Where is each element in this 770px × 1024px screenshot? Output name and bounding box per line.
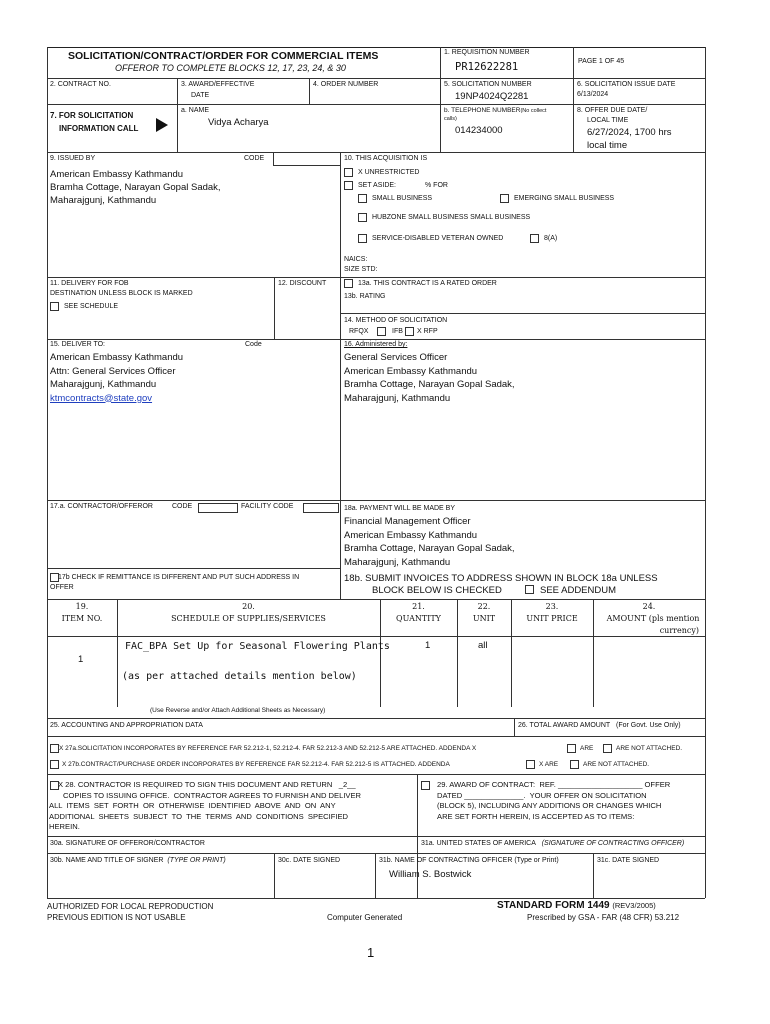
- header-schedule: 20. SCHEDULE OF SUPPLIES/SERVICES: [171, 602, 326, 623]
- see-schedule-checkbox[interactable]: [50, 302, 59, 311]
- footer-standard-form: STANDARD FORM 1449 (REV3/2005): [497, 900, 656, 911]
- arrow-right-icon: [156, 118, 168, 132]
- issue-date-label: 6. SOLICITATION ISSUE DATE: [577, 81, 676, 88]
- emerging-business-checkbox[interactable]: [500, 194, 509, 203]
- header-item-no: 19. ITEM NO.: [61, 602, 103, 623]
- block-29-text: 29. AWARD OF CONTRACT: REF. ____________________ OFFER DATED ______________. YOUR OFFER ON SOLICITATION (BLOCK 5), INCLUDING ANY ADDITIONS OR CHANGES WHICH ARE SET FORTH HEREIN, IS ACCEPTED AS TO ITEMS:: [437, 780, 671, 821]
- due-date-label: 8. OFFER DUE DATE/: [577, 107, 648, 114]
- far-27a-are-not-checkbox[interactable]: [603, 744, 612, 753]
- accounting-label: 25. ACCOUNTING AND APPROPRIATION DATA: [50, 722, 203, 729]
- service-disabled-label: SERVICE-DISABLED VETERAN OWNED: [372, 235, 504, 242]
- item-quantity: 1: [425, 640, 431, 651]
- header-quantity: 21. QUANTITY: [396, 602, 441, 623]
- size-std-label: SIZE STD:: [344, 266, 378, 273]
- far-27a-label: X 27a.SOLICITATION INCORPORATES BY REFERENCE FAR 52.212-1, 52.212-4. FAR 52.212-3 AND 52.212-5 ARE ATTACHED. ADDENDA X: [59, 745, 477, 752]
- deliver-to-address: American Embassy Kathmandu Attn: General Services Officer Maharajgunj, Kathmandu ktmcontracts@state.gov: [50, 352, 184, 404]
- set-aside-label: SET ASIDE:: [358, 182, 396, 189]
- method-label: 14. METHOD OF SOLICITATION: [344, 317, 448, 324]
- deliver-to-label: 15. DELIVER TO:: [50, 341, 105, 348]
- see-addendum-checkbox[interactable]: [525, 585, 534, 594]
- discount-label: 12. DISCOUNT: [278, 280, 327, 287]
- far-27b-are-label: X ARE: [539, 761, 559, 768]
- small-business-label: SMALL BUSINESS: [372, 195, 433, 202]
- issued-by-address: American Embassy Kathmandu Bramha Cottage, Narayan Gopal Sadak, Maharajgunj, Kathmandu: [50, 169, 221, 206]
- due-date-value-2: local time: [587, 140, 628, 151]
- rating-label: 13b. RATING: [344, 293, 386, 300]
- percent-for-label: % FOR: [425, 182, 448, 189]
- rfp-label: X RFP: [417, 328, 438, 335]
- info-call-label: 7. FOR SOLICITATION: [50, 111, 134, 120]
- contact-name-value: Vidya Acharya: [208, 117, 269, 128]
- contractor-code-field[interactable]: [198, 503, 238, 513]
- footer-authorized: AUTHORIZED FOR LOCAL REPRODUCTION: [47, 902, 214, 911]
- phone-value: 014234000: [455, 125, 503, 136]
- far-27a-are-label: ARE: [580, 745, 594, 752]
- hubzone-checkbox[interactable]: [358, 213, 367, 222]
- contact-name-label: a. NAME: [181, 107, 210, 114]
- service-disabled-checkbox[interactable]: [358, 234, 367, 243]
- header-unit-price: 23. UNIT PRICE: [526, 602, 578, 623]
- date-signed-31c-label: 31c. DATE SIGNED: [597, 857, 660, 864]
- officer-name-label: 31b. NAME OF CONTRACTING OFFICER (Type or Print): [379, 857, 559, 864]
- issue-date-value: 6/13/2024: [577, 91, 609, 98]
- officer-name-value: William S. Bostwick: [389, 869, 472, 880]
- small-business-checkbox[interactable]: [358, 194, 367, 203]
- submit-invoices-label-2: BLOCK BELOW IS CHECKED: [372, 585, 502, 596]
- administered-address: General Services Officer American Embassy Kathmandu Bramha Cottage, Narayan Gopal Sadak, Maharajgunj, Kathmandu: [344, 352, 515, 404]
- contract-no-label: 2. CONTRACT NO.: [50, 81, 111, 88]
- email-link[interactable]: ktmcontracts@state.gov: [50, 392, 153, 404]
- rfq-label: RFQX: [349, 328, 369, 335]
- contractor-code-label: CODE: [172, 503, 193, 510]
- far-27a-checkbox[interactable]: [50, 744, 59, 753]
- facility-code-label: FACILITY CODE: [241, 503, 294, 510]
- eight-a-label: 8(A): [544, 235, 558, 242]
- acquisition-label: 10. THIS ACQUISITION IS: [344, 155, 428, 162]
- solicitation-number-label: 5. SOLICITATION NUMBER: [444, 81, 532, 88]
- issued-code-field[interactable]: [273, 152, 341, 166]
- issued-code-label: CODE: [244, 155, 265, 162]
- rated-order-checkbox[interactable]: [344, 279, 353, 288]
- total-award-label: 26. TOTAL AWARD AMOUNT (For Govt. Use Only): [518, 722, 681, 729]
- eight-a-checkbox[interactable]: [530, 234, 539, 243]
- footer-computer-generated: Computer Generated: [327, 913, 403, 922]
- due-date-label-2: LOCAL TIME: [587, 117, 629, 124]
- far-27a-are-checkbox[interactable]: [567, 744, 576, 753]
- award-date-label-2: DATE: [191, 92, 210, 99]
- payment-label: 18a. PAYMENT WILL BE MADE BY: [344, 505, 455, 512]
- see-addendum-label: SEE ADDENDUM: [540, 585, 617, 596]
- see-schedule-label: SEE SCHEDULE: [64, 303, 119, 310]
- item-unit: all: [478, 640, 488, 651]
- reverse-note: (Use Reverse and/or Attach Additional Sheets as Necessary): [150, 707, 326, 714]
- set-aside-checkbox[interactable]: [344, 181, 353, 190]
- naics-label: NAICS:: [344, 256, 368, 263]
- unrestricted-checkbox[interactable]: [344, 168, 353, 177]
- block-29-checkbox[interactable]: [421, 781, 430, 790]
- rfq-checkbox[interactable]: [377, 327, 386, 336]
- page-number: 1: [367, 945, 375, 960]
- header-unit: 22. UNIT: [472, 602, 496, 623]
- hubzone-label: HUBZONE SMALL BUSINESS SMALL BUSINESS: [372, 214, 531, 221]
- signature-offeror-label: 30a. SIGNATURE OF OFFEROR/CONTRACTOR: [50, 840, 205, 847]
- delivery-fob-label: 11. DELIVERY FOR FOB: [50, 280, 129, 287]
- phone-label: b. TELEPHONE NUMBER(No collect: [444, 107, 547, 114]
- requisition-value: PR12622281: [455, 61, 519, 73]
- submit-invoices-label: 18b. SUBMIT INVOICES TO ADDRESS SHOWN IN BLOCK 18a UNLESS: [344, 573, 658, 584]
- requisition-label: 1. REQUISITION NUMBER: [444, 49, 530, 56]
- date-signed-30c-label: 30c. DATE SIGNED: [278, 857, 341, 864]
- payment-address: Financial Management Officer American Embassy Kathmandu Bramha Cottage, Narayan Gopal Sadak, Maharajgunj, Kathmandu: [344, 516, 515, 568]
- remittance-label-2: OFFER: [50, 584, 74, 591]
- far-27b-are-checkbox[interactable]: [526, 760, 535, 769]
- unrestricted-label: X UNRESTRICTED: [358, 169, 420, 176]
- rated-order-label: 13a. THIS CONTRACT IS A RATED ORDER: [358, 280, 497, 287]
- block-28-text: X 28. CONTRACTOR IS REQUIRED TO SIGN THIS DOCUMENT AND RETURN _2__ COPIES TO ISSUING OFFICE. CONTRACTOR AGREES TO FURNISH AND DELIVER ALL ITEMS SET FORTH OR OTHERWISE IDENTIFIED ABOVE AND ON ANY ADDITIONAL SHEETS SUBJECT TO THE TERMS AND CONDITIONS SPECIFIED HEREIN.: [49, 780, 362, 831]
- form-title: SOLICITATION/CONTRACT/ORDER FOR COMMERCIAL ITEMS: [68, 50, 379, 62]
- ifb-checkbox[interactable]: [405, 327, 414, 336]
- header-amount: 24. AMOUNT (pls mention currency): [606, 602, 700, 635]
- signature-usa-label: 31a. UNITED STATES OF AMERICA (SIGNATURE OF CONTRACTING OFFICER): [421, 840, 685, 847]
- far-27b-are-not-label: ARE NOT ATTACHED.: [583, 761, 650, 768]
- facility-code-field[interactable]: [303, 503, 339, 513]
- info-call-label-2: INFORMATION CALL: [59, 124, 139, 133]
- page-count: PAGE 1 OF 45: [578, 58, 625, 65]
- item-no-value: 1: [78, 654, 84, 665]
- delivery-fob-label-2: DESTINATION UNLESS BLOCK IS MARKED: [50, 290, 193, 297]
- award-date-label: 3. AWARD/EFFECTIVE: [181, 81, 255, 88]
- far-27b-are-not-checkbox[interactable]: [570, 760, 579, 769]
- signer-name-label: 30b. NAME AND TITLE OF SIGNER (TYPE OR PRINT): [50, 857, 226, 864]
- due-date-value: 6/27/2024, 1700 hrs: [587, 127, 672, 138]
- far-27b-label: X 27b.CONTRACT/PURCHASE ORDER INCORPORATES BY REFERENCE FAR 52.212-4. FAR 52.212-5 IS ATTACHED. ADDENDA: [62, 761, 450, 768]
- emerging-business-label: EMERGING SMALL BUSINESS: [514, 195, 615, 202]
- footer-previous-edition: PREVIOUS EDITION IS NOT USABLE: [47, 913, 186, 922]
- far-27b-checkbox[interactable]: [50, 760, 59, 769]
- solicitation-number-value: 19NP4024Q2281: [455, 91, 529, 102]
- deliver-code-label: Code: [245, 341, 262, 348]
- ifb-label: IFB: [392, 328, 403, 335]
- footer-prescribed: Prescribed by GSA - FAR (48 CFR) 53.212: [527, 913, 680, 922]
- remittance-label: 17b CHECK IF REMITTANCE IS DIFFERENT AND PUT SUCH ADDRESS IN: [58, 574, 300, 581]
- order-number-label: 4. ORDER NUMBER: [313, 81, 379, 88]
- form-subtitle: OFFEROR TO COMPLETE BLOCKS 12, 17, 23, 24, & 30: [115, 63, 346, 73]
- phone-label-2: calls): [444, 116, 457, 122]
- item-description: FAC_BPA Set Up for Seasonal Flowering Plants: [125, 641, 390, 652]
- far-27a-are-not-label: ARE NOT ATTACHED.: [616, 745, 683, 752]
- item-description-note: (as per attached details mention below): [122, 671, 357, 682]
- contractor-label: 17.a. CONTRACTOR/OFFEROR: [50, 503, 153, 510]
- administered-label: 16. Administered by:: [344, 341, 408, 348]
- issued-by-label: 9. ISSUED BY: [50, 155, 96, 162]
